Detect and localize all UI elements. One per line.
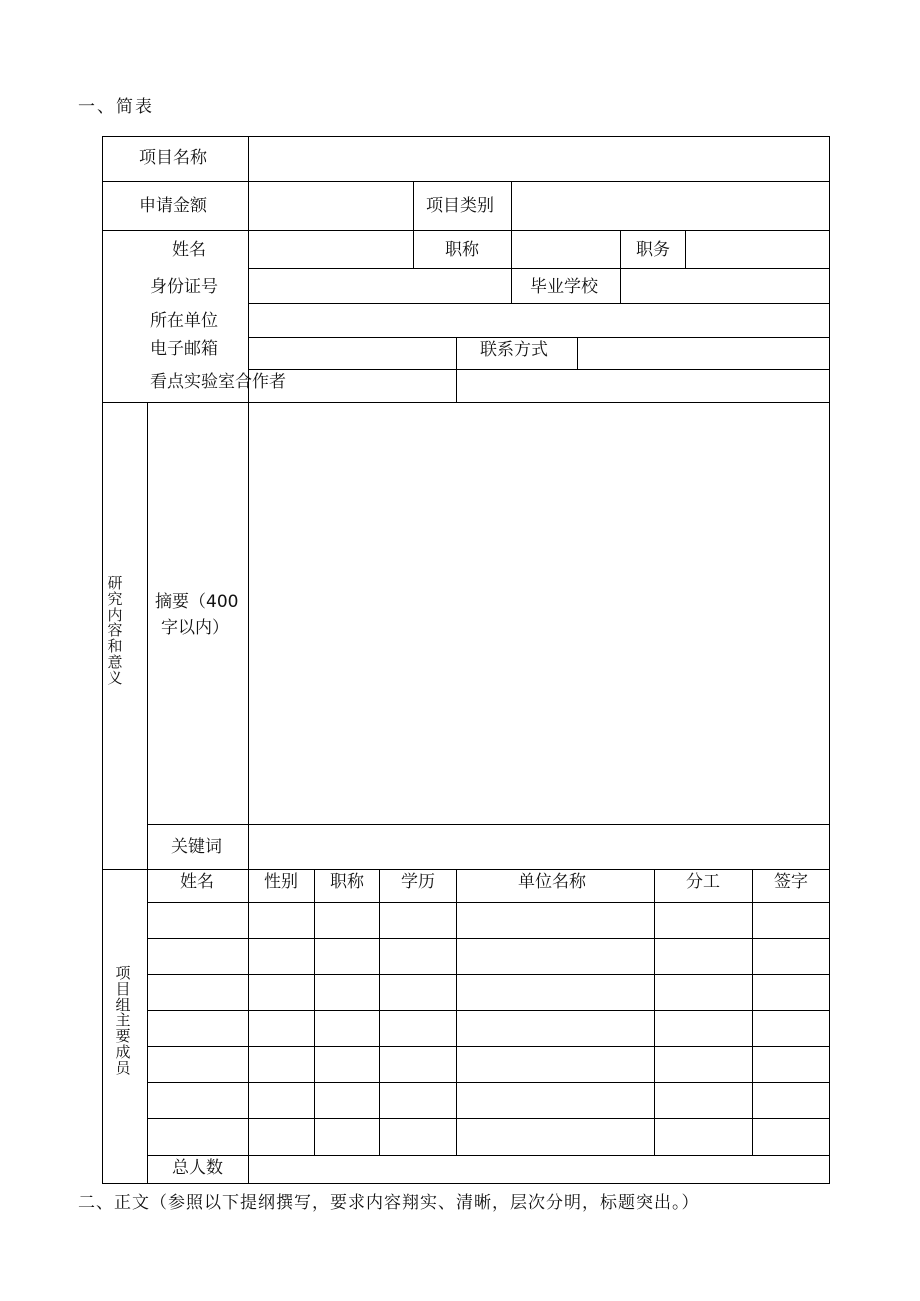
unit-label: 所在单位 <box>150 311 218 331</box>
category-label: 项目类别 <box>426 196 494 216</box>
project-name-field[interactable] <box>249 137 829 181</box>
partner-field[interactable] <box>457 370 829 402</box>
table-border-bottom <box>102 1183 830 1184</box>
name-label: 姓名 <box>172 240 206 260</box>
section-1-title: 一、简表 <box>78 97 154 117</box>
position-field[interactable] <box>686 231 829 268</box>
member-col-education: 学历 <box>401 872 435 892</box>
row-divider <box>148 1082 830 1083</box>
abstract-label-line2: 字以内） <box>161 618 229 638</box>
school-label: 毕业学校 <box>530 277 598 297</box>
table-border-right <box>829 136 830 1184</box>
contact-field[interactable] <box>578 338 829 369</box>
keywords-field[interactable] <box>249 825 829 869</box>
email-field[interactable] <box>249 338 456 369</box>
keywords-label: 关键词 <box>171 837 222 857</box>
row-divider <box>148 938 830 939</box>
abstract-field[interactable] <box>249 403 829 824</box>
partner-label: 看点实验室合作者 <box>150 372 286 392</box>
member-col-gender: 性别 <box>264 872 298 892</box>
member-col-name: 姓名 <box>180 872 214 892</box>
id-number-field[interactable] <box>249 269 511 303</box>
name-field[interactable] <box>249 231 413 268</box>
col-divider <box>456 869 457 1156</box>
col-divider <box>511 268 512 304</box>
total-count-label: 总人数 <box>172 1158 223 1178</box>
title-label: 职称 <box>445 240 479 260</box>
member-col-unit: 单位名称 <box>518 872 586 892</box>
row-divider <box>148 974 830 975</box>
amount-label: 申请金额 <box>139 196 207 216</box>
research-section-label: 研究内容和意义 <box>107 574 123 687</box>
member-col-signature: 签字 <box>774 872 808 892</box>
col-divider <box>752 869 753 1156</box>
abstract-label-line1: 摘要（400 <box>155 592 239 612</box>
col-divider <box>413 181 414 269</box>
contact-label: 联系方式 <box>480 340 548 360</box>
id-number-label: 身份证号 <box>150 277 218 297</box>
col-divider <box>379 869 380 1156</box>
row-divider <box>148 1010 830 1011</box>
row-divider <box>148 1046 830 1047</box>
col-divider <box>314 869 315 1156</box>
col-divider <box>147 402 148 1184</box>
title-field[interactable] <box>512 231 620 268</box>
category-field[interactable] <box>512 182 829 230</box>
row-divider <box>148 1118 830 1119</box>
table-border-left <box>102 136 103 1184</box>
members-section-label: 项目组主要成员 <box>115 964 131 1077</box>
row-divider <box>148 902 830 903</box>
total-count-field[interactable] <box>249 1156 829 1183</box>
row-divider <box>102 869 830 870</box>
amount-field[interactable] <box>249 182 413 230</box>
member-col-duty: 分工 <box>686 872 720 892</box>
school-field[interactable] <box>621 269 829 303</box>
section-2-title: 二、正文（参照以下提纲撰写，要求内容翔实、清晰，层次分明，标题突出。） <box>78 1193 700 1213</box>
project-name-label: 项目名称 <box>139 148 207 168</box>
email-label: 电子邮箱 <box>150 339 218 359</box>
col-divider <box>654 869 655 1156</box>
unit-field[interactable] <box>249 304 829 337</box>
member-col-title: 职称 <box>330 872 364 892</box>
position-label: 职务 <box>636 240 670 260</box>
